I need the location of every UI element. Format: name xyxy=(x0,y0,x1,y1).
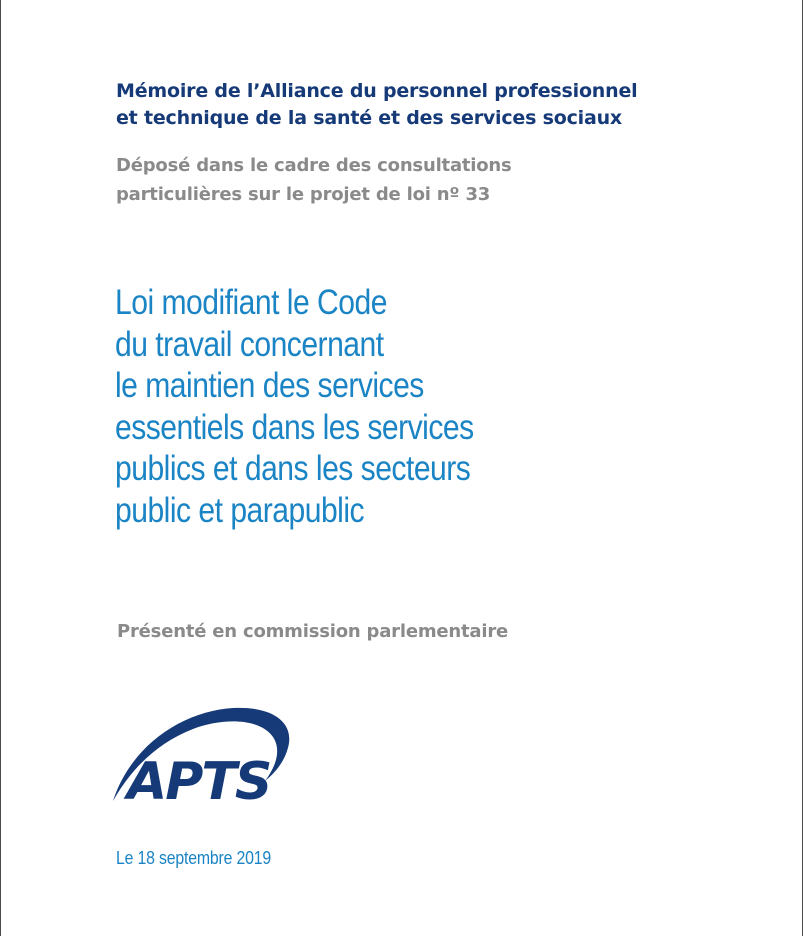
organization-title xyxy=(116,78,756,132)
law-title-line-2: du travail concernant xyxy=(115,324,384,364)
law-title-line-3: le maintien des services xyxy=(115,366,424,405)
law-title xyxy=(115,282,683,531)
deposit-subtitle-line-2: particulières sur le projet de loi nº 33 xyxy=(116,184,491,205)
presented-note: Présenté en commission parlementaire xyxy=(117,621,509,642)
document-date: Le 18 septembre 2019 xyxy=(116,848,272,868)
deposit-subtitle xyxy=(116,151,756,209)
law-title-line-5: publics et dans les secteurs xyxy=(115,449,471,488)
law-title-line-4: essentiels dans les services xyxy=(115,407,474,447)
apts-logo xyxy=(113,705,291,817)
apts-logo-text: APTS xyxy=(127,752,271,812)
law-title-line-6: public et parapublic xyxy=(115,490,365,530)
deposit-subtitle-line-1: Déposé dans le cadre des consultations xyxy=(116,155,512,176)
law-title-line-1: Loi modifiant le Code xyxy=(115,283,387,322)
organization-title-line-2: et technique de la santé et des services sociaux xyxy=(116,107,622,129)
organization-title-line-1: Mémoire de l’Alliance du personnel professionnel xyxy=(116,80,638,102)
